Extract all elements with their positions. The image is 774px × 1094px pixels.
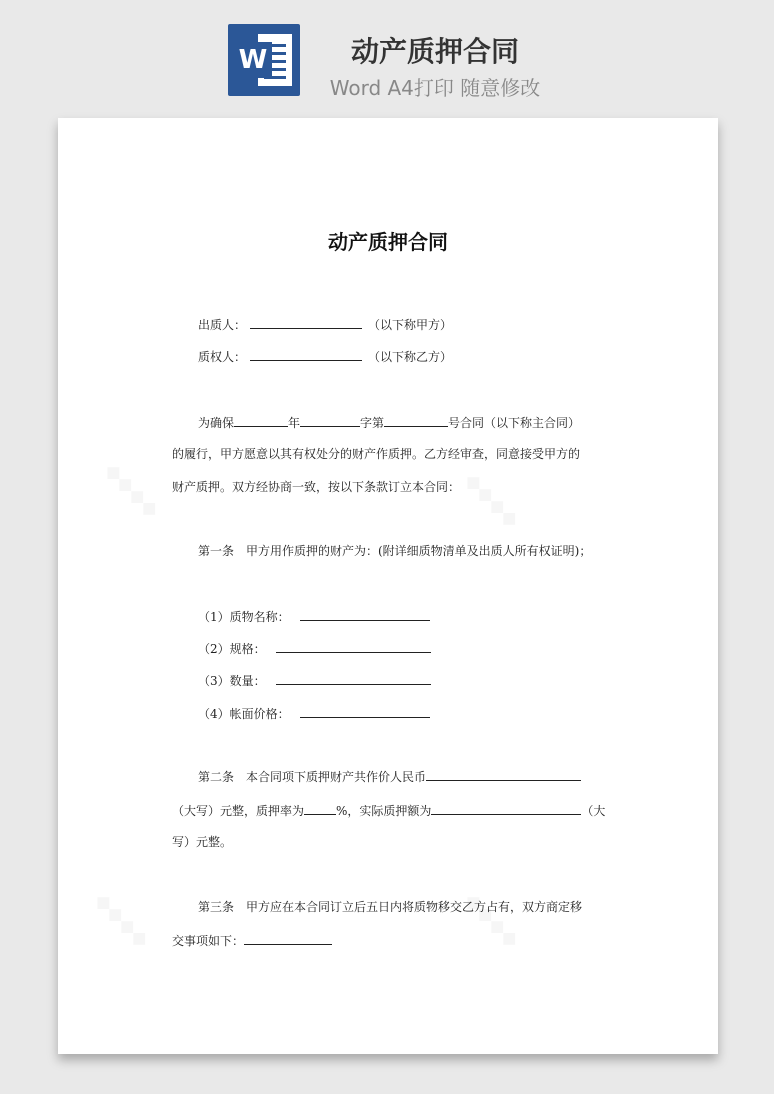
intro-text: 为确保 [198,416,235,430]
rate-blank[interactable] [304,802,336,815]
amount-blank[interactable] [431,802,581,815]
pledgee-blank[interactable] [250,348,362,361]
article-3-line-2 [172,932,332,949]
pledgee-label: 质权人： [198,350,247,364]
pledgor-label: 出质人： [198,318,247,332]
item-price-blank[interactable] [300,705,430,718]
item-spec-blank[interactable] [276,640,431,653]
watermark [99,458,165,524]
intro-line-1 [198,414,580,431]
item-label: （1）质物名称： [198,610,290,624]
item-label: （3）数量： [198,674,266,688]
intro-line-2: 的履行，甲方愿意以其有权处分的财产作质押。乙方经审查，同意接受甲方的 [172,447,581,461]
article-2-line-2 [172,802,605,819]
item-quantity-blank[interactable] [276,672,431,685]
item-label: （4）帐面价格： [198,707,290,721]
intro-text: 年 [288,416,301,430]
article-2-line-1 [198,768,581,785]
document-title: 动产质押合同 [328,230,448,254]
code-blank[interactable] [300,414,360,427]
header-title: 动产质押合同 [350,35,519,68]
watermark [459,888,525,954]
article-2-text: （大 [581,804,606,818]
pledgor-line [198,316,452,333]
pledgee-line [198,348,452,365]
word-icon [228,24,300,96]
watermark [89,888,155,954]
pledgee-suffix: （以下称乙方） [368,350,453,364]
document-page [58,118,718,1054]
article-1: 第一条 甲方用作质押的财产为：(附详细质物清单及出质人所有权证明)； [198,544,592,558]
article-3-line-1: 第三条 甲方应在本合同订立后五日内将质物移交乙方占有，双方商定移 [198,900,583,914]
header-subtitle: Word A4打印 随意修改 [329,76,541,100]
intro-text: 字第 [360,416,385,430]
article-2-line-3: 写）元整。 [172,835,233,849]
item-label: （2）规格： [198,642,266,656]
item-quantity-line [198,672,431,689]
article-2-text: 第二条 本合同项下质押财产共作价人民币 [198,770,427,784]
price-blank[interactable] [426,768,581,781]
year-blank[interactable] [234,414,288,427]
item-name-line [198,608,430,625]
item-spec-line [198,640,431,657]
number-blank[interactable] [384,414,448,427]
article-2-text: %，实际质押额为 [336,804,432,818]
article-2-text: （大写）元整，质押率为 [172,804,305,818]
intro-line-3: 财产质押。双方经协商一致，按以下条款订立本合同： [172,480,461,494]
pledgor-blank[interactable] [250,316,362,329]
handover-blank[interactable] [244,932,332,945]
item-name-blank[interactable] [300,608,430,621]
item-price-line [198,705,430,722]
header [0,0,774,110]
intro-text: 号合同（以下称主合同） [448,416,581,430]
word-letter: W [234,42,272,78]
pledgor-suffix: （以下称甲方） [368,318,453,332]
watermark [459,468,525,534]
article-3-text: 交事项如下： [172,934,245,948]
